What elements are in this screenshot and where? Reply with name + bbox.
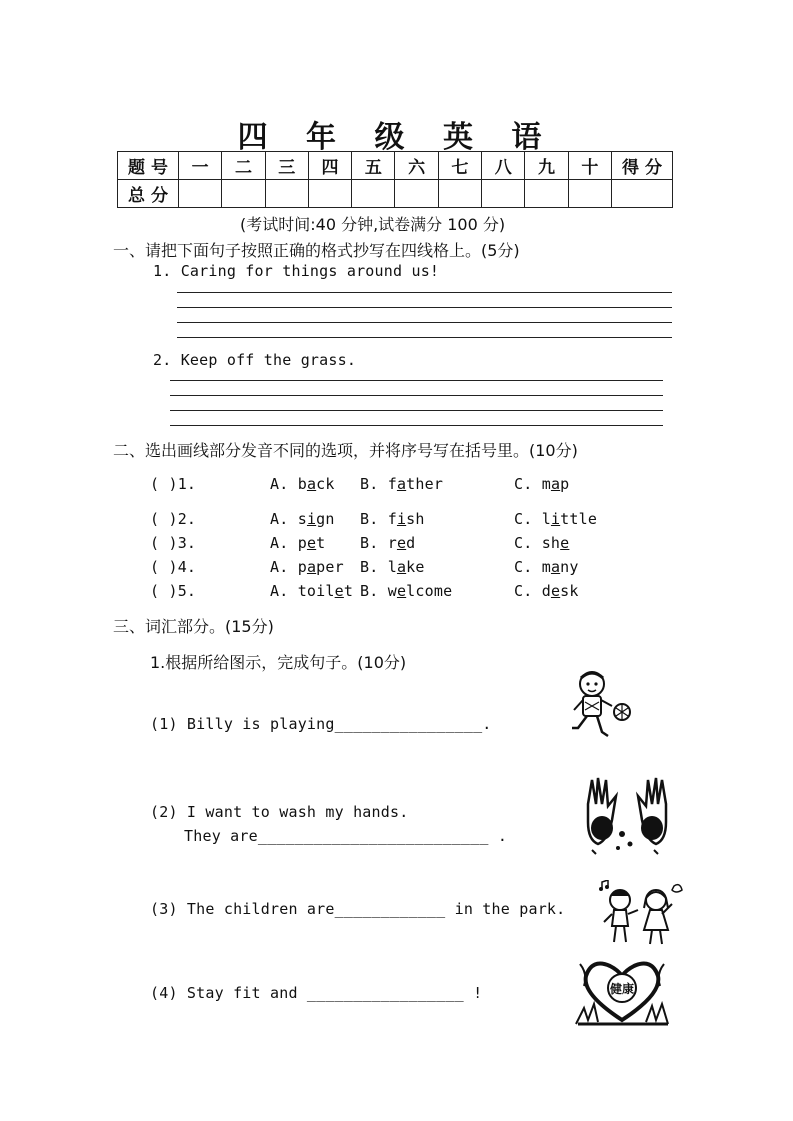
- score-cell: 十: [568, 152, 611, 180]
- health-badge-illustration: [572, 954, 672, 1026]
- score-table-total-row: [118, 180, 673, 208]
- section3-heading: 三、词汇部分。(15分): [113, 617, 274, 636]
- health-badge-text: 健康: [609, 982, 635, 996]
- score-input-cell[interactable]: [352, 180, 395, 208]
- score-cell: 总 分: [118, 180, 179, 208]
- boy-playing-ball-illustration: [568, 666, 634, 744]
- score-cell: 三: [265, 152, 308, 180]
- score-table: [117, 151, 673, 208]
- score-cell: 六: [395, 152, 438, 180]
- four-line-grid-1[interactable]: [177, 292, 672, 342]
- score-cell: 九: [525, 152, 568, 180]
- option-c: C. little: [514, 510, 598, 528]
- score-cell: 七: [438, 152, 481, 180]
- score-input-cell[interactable]: [482, 180, 525, 208]
- question-2-line-1: (2) I want to wash my hands.: [150, 803, 409, 821]
- score-input-cell[interactable]: [438, 180, 481, 208]
- score-input-cell[interactable]: [612, 180, 673, 208]
- option-b: B. lake: [360, 558, 425, 576]
- option-b: B. father: [360, 475, 444, 493]
- score-input-cell[interactable]: [395, 180, 438, 208]
- option-b: B. fish: [360, 510, 425, 528]
- option-c: C. she: [514, 534, 570, 552]
- answer-bracket[interactable]: ( )4.: [150, 558, 197, 576]
- option-c: C. desk: [514, 582, 579, 600]
- option-b: B. red: [360, 534, 416, 552]
- question-2-line-2[interactable]: They are_________________________ .: [184, 827, 508, 845]
- score-input-cell[interactable]: [525, 180, 568, 208]
- answer-bracket[interactable]: ( )5.: [150, 582, 197, 600]
- score-input-cell[interactable]: [222, 180, 265, 208]
- dirty-hands-illustration: [582, 774, 672, 858]
- option-a: A. paper: [270, 558, 344, 576]
- section1-item-2: 2. Keep off the grass.: [153, 351, 357, 369]
- answer-bracket[interactable]: ( )2.: [150, 510, 197, 528]
- option-a: A. sign: [270, 510, 335, 528]
- section3-subheading: 1.根据所给图示，完成句子。(10分): [150, 653, 407, 672]
- option-b: B. welcome: [360, 582, 453, 600]
- section1-heading: 一、请把下面句子按照正确的格式抄写在四线格上。(5分): [113, 241, 520, 260]
- option-c: C. map: [514, 475, 570, 493]
- option-a: A. back: [270, 475, 335, 493]
- score-input-cell[interactable]: [265, 180, 308, 208]
- score-input-cell[interactable]: [179, 180, 222, 208]
- score-input-cell[interactable]: [308, 180, 351, 208]
- option-a: A. toilet: [270, 582, 354, 600]
- score-cell: 题 号: [118, 152, 179, 180]
- score-table-header-row: [118, 152, 673, 180]
- score-input-cell[interactable]: [568, 180, 611, 208]
- exam-info: (考试时间:40 分钟,试卷满分 100 分): [240, 215, 506, 234]
- answer-bracket[interactable]: ( )3.: [150, 534, 197, 552]
- score-cell: 得 分: [612, 152, 673, 180]
- score-cell: 二: [222, 152, 265, 180]
- question-3[interactable]: (3) The children are____________ in the park.: [150, 900, 566, 918]
- section2-heading: 二、选出画线部分发音不同的选项，并将序号写在括号里。(10分): [113, 441, 578, 460]
- page-title: 四 年 级 英 语: [237, 120, 556, 155]
- question-1[interactable]: (1) Billy is playing________________.: [150, 715, 492, 733]
- children-playing-illustration: [598, 880, 684, 948]
- option-c: C. many: [514, 558, 579, 576]
- score-cell: 五: [352, 152, 395, 180]
- answer-bracket[interactable]: ( )1.: [150, 475, 197, 493]
- score-cell: 四: [308, 152, 351, 180]
- four-line-grid-2[interactable]: [170, 380, 663, 430]
- score-cell: 八: [482, 152, 525, 180]
- section1-item-1: 1. Caring for things around us!: [153, 262, 440, 280]
- option-a: A. pet: [270, 534, 326, 552]
- score-cell: 一: [179, 152, 222, 180]
- question-4[interactable]: (4) Stay fit and _________________ !: [150, 984, 483, 1002]
